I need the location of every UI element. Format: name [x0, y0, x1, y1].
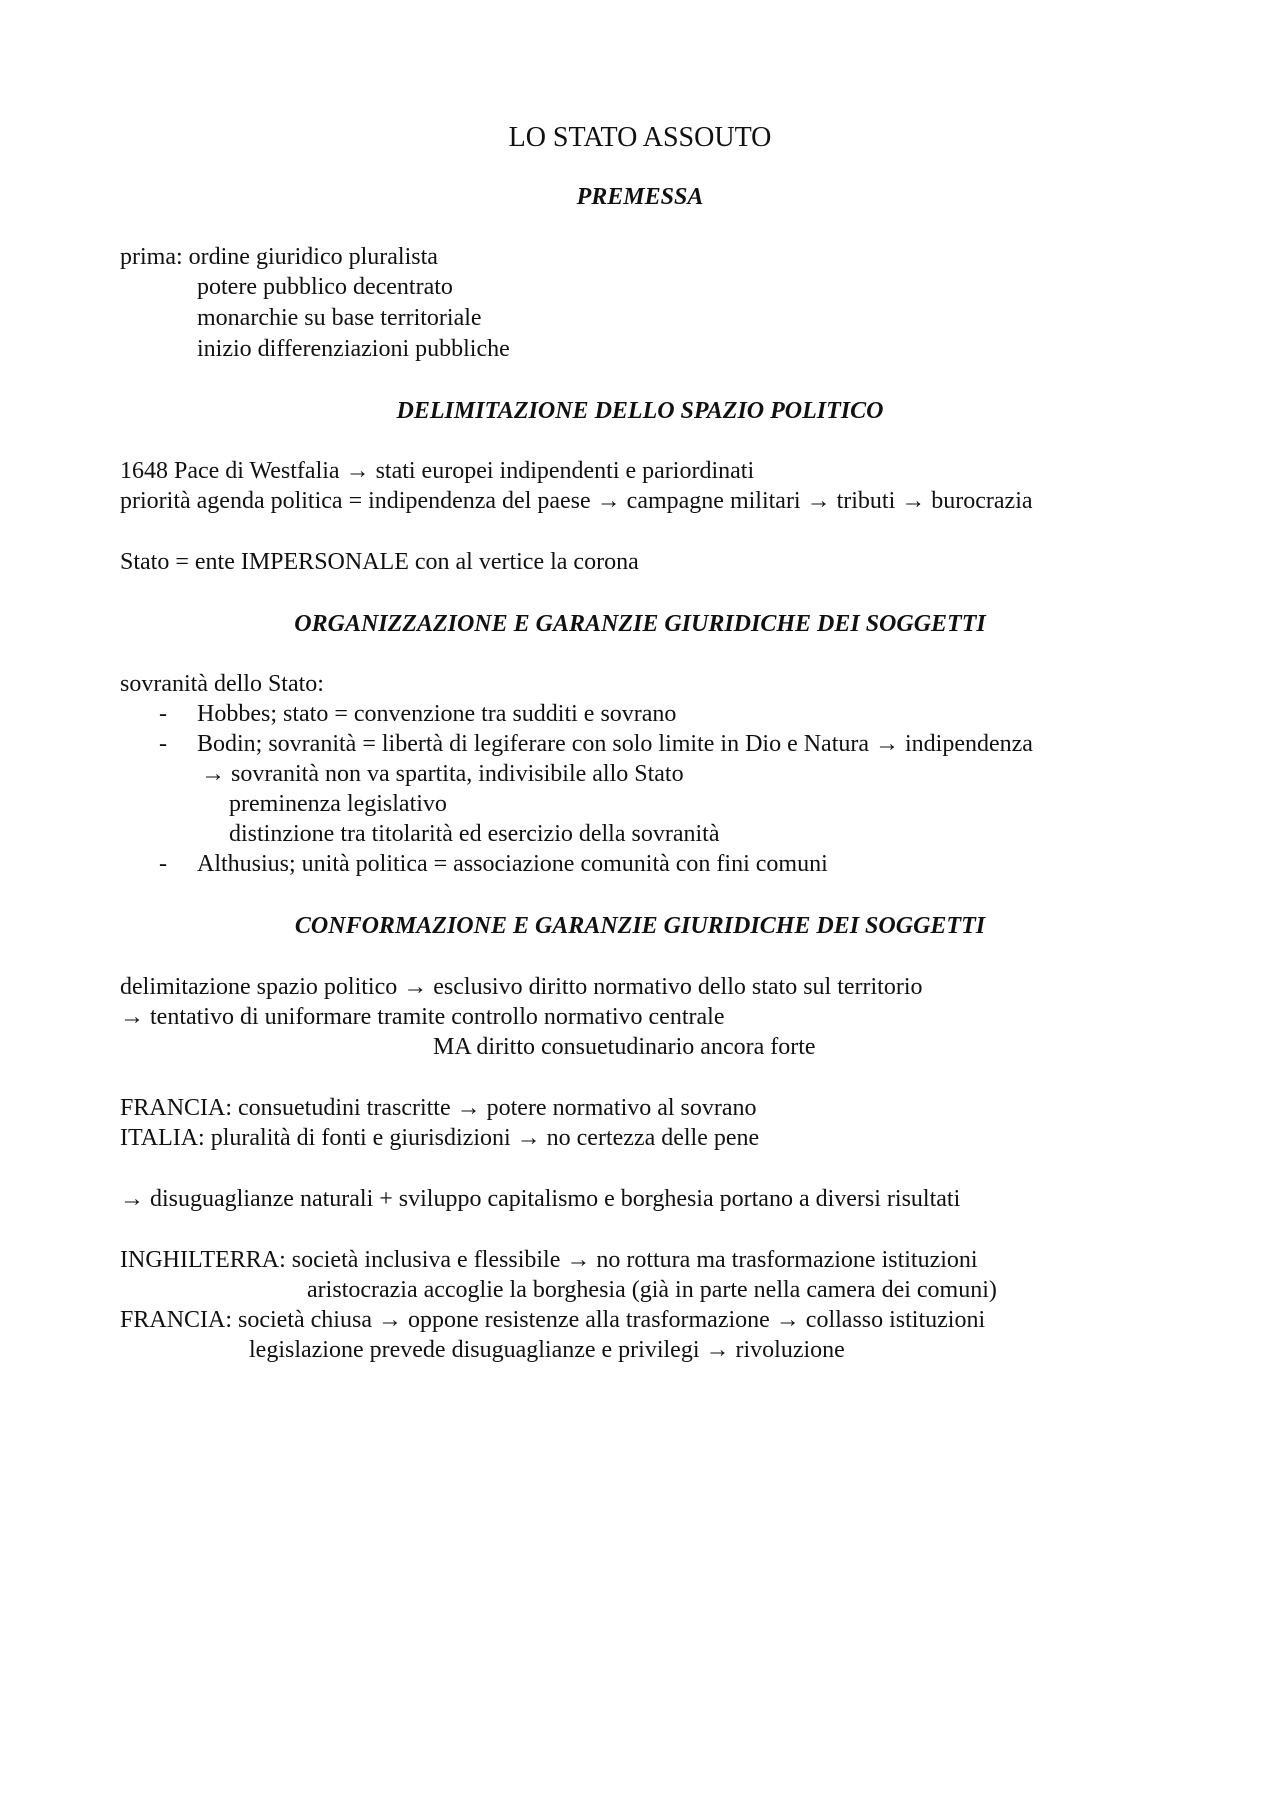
delimitazione-line: Stato = ente IMPERSONALE con al vertice la corona	[120, 549, 639, 575]
organizzazione-intro: sovranità dello Stato:	[120, 671, 324, 697]
premessa-line: monarchie su base territoriale	[197, 305, 482, 331]
delimitazione-line: priorità agenda politica = indipendenza del paese → campagne militari → tributi → burocrazia	[120, 488, 1033, 514]
document-title: LO STATO ASSOUTO	[508, 122, 772, 153]
premessa-line: potere pubblico decentrato	[197, 274, 453, 300]
bodin-sub-line: → sovranità non va spartita, indivisibile allo Stato	[201, 761, 684, 787]
premessa-line: inizio differenziazioni pubbliche	[197, 336, 510, 362]
bullet-item-hobbes: Hobbes; stato = convenzione tra sudditi e sovrano	[197, 701, 677, 727]
conformazione-line: INGHILTERRA: società inclusiva e flessibile → no rottura ma trasformazione istituzioni	[120, 1247, 978, 1273]
conformazione-line: → disuguaglianze naturali + sviluppo capitalismo e borghesia portano a diversi risultati	[120, 1186, 961, 1212]
section-heading-delimitazione: DELIMITAZIONE DELLO SPAZIO POLITICO	[396, 398, 884, 424]
section-heading-organizzazione: ORGANIZZAZIONE E GARANZIE GIURIDICHE DEI SOGGETTI	[294, 611, 986, 637]
bullet-item-althusius: Althusius; unità politica = associazione comunità con fini comuni	[197, 851, 828, 877]
conformazione-line: delimitazione spazio politico → esclusivo diritto normativo dello stato sul territorio	[120, 974, 923, 1000]
section-heading-premessa: PREMESSA	[576, 184, 704, 210]
conformazione-line: → tentativo di uniformare tramite controllo normativo centrale	[120, 1004, 725, 1030]
delimitazione-line: 1648 Pace di Westfalia → stati europei indipendenti e pariordinati	[120, 458, 755, 484]
conformazione-line: aristocrazia accoglie la borghesia (già in parte nella camera dei comuni)	[307, 1277, 997, 1303]
conformazione-line: legislazione prevede disuguaglianze e privilegi → rivoluzione	[249, 1337, 845, 1363]
bodin-sub-line: preminenza legislativo	[229, 791, 447, 817]
conformazione-line: MA diritto consuetudinario ancora forte	[433, 1034, 816, 1060]
bullet-dash: -	[159, 701, 167, 727]
conformazione-line: ITALIA: pluralità di fonti e giurisdizioni → no certezza delle pene	[120, 1125, 760, 1151]
bullet-dash: -	[159, 731, 167, 757]
conformazione-line: FRANCIA: consuetudini trascritte → potere normativo al sovrano	[120, 1095, 757, 1121]
premessa-line: prima: ordine giuridico pluralista	[120, 244, 438, 270]
bodin-sub-line: distinzione tra titolarità ed esercizio della sovranità	[229, 821, 720, 847]
conformazione-line: FRANCIA: società chiusa → oppone resistenze alla trasformazione → collasso istituzioni	[120, 1307, 986, 1333]
section-heading-conformazione: CONFORMAZIONE E GARANZIE GIURIDICHE DEI SOGGETTI	[294, 913, 986, 939]
bullet-dash: -	[159, 851, 167, 877]
bullet-item-bodin: Bodin; sovranità = libertà di legiferare con solo limite in Dio e Natura → indipendenza	[197, 731, 1033, 757]
